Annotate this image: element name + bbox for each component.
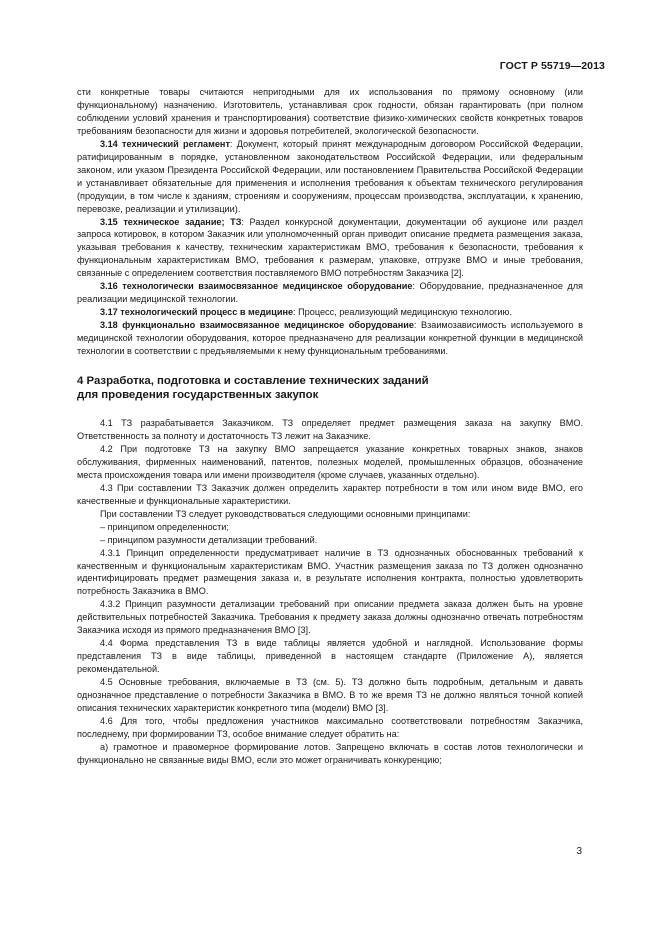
- clause-4-3-2: 4.3.2 Принцип разумности детализации требований при описании предмета заказа должен быть на уровне действительных потребностей Заказчика. Требования к предмету заказа должны однозначно отвечать потребностям Заказчика исходя из прямого предназначения ВМО [3].: [77, 599, 583, 636]
- list-item: – принципом определенности;: [100, 521, 229, 532]
- section-4-heading: [77, 374, 583, 402]
- standard-designation: ГОСТ Р 55719—2013: [499, 60, 605, 72]
- document-body: [77, 86, 583, 767]
- term-definition: : Взаимозависимость используемого в медицинской технологии оборудования, которое предназначено для реализации конкретной функции в медицинской технологии в соответствии с предъявляемыми к нему функциональным требованиями.: [77, 320, 583, 357]
- clause-4-3-1: 4.3.1 Принцип определенности предусматривает наличие в ТЗ однозначных обоснованных требований к качественным и функциональным характеристикам ВМО. Участник размещения заказа по ТЗ должен однозначно идентифицировать предмет размещения заказа и, в результате исполнения контракта, полностью удовлетворить потребность Заказчика в ВМО.: [77, 547, 583, 597]
- term-definition: : Оборудование, предназначенное для реализации медицинской технологии.: [77, 281, 583, 305]
- term-title: 3.17 технологический процесс в медицине: [100, 307, 294, 318]
- clause-4-1: 4.1 ТЗ разрабатывается Заказчиком. ТЗ определяет предмет размещения заказа на закупку ВМО. Ответственность за полноту и достаточность ТЗ лежит на Заказчике.: [77, 418, 583, 441]
- clause-4-2: 4.2 При подготовке ТЗ на закупку ВМО запрещается указание конкретных товарных знаков, знаков обслуживания, фирменных наименований, патентов, полезных моделей, промышленных образцов, обозначение места происхождения товара или имени производителя (кроме случаев, указанных отдельно).: [77, 443, 583, 480]
- clause-4-6: 4.6 Для того, чтобы предложения участников максимально соответствовали потребностям Заказчика, последнему, при формировании ТЗ, особое внимание следует обратить на:: [77, 715, 583, 739]
- term-definition: : Документ, который принят международным договором Российской Федерации, ратифицированным в порядке, установленном законодательством Российской Федерации, или федеральным законом, или указом Президента Российской Федерации, или постановлением Правительства Российской Федерации и устанавливает обязательные для применения и исполнения требования к объектам технического регулирования (продукции, в том числе к зданиям, строениям и сооружениям, процессам производства, эксплуатации, к хранению, перевозке, реализации и утилизации).: [77, 138, 583, 214]
- term-definition: : Раздел конкурсной документации, документации об аукционе или раздел запроса котировок, в котором Заказчик или уполномоченный орган приводит описание предмета размещения заказа, указывая требования к качеству, техническим характеристикам ВМО, требования к безопасности, требования к функциональным характеристикам ВМО, требования к размерам, упаковке, отгрузке ВМО и иные требования, связанные с определением соответствия поставляемого ВМО потребностям Заказчика [2].: [77, 216, 584, 279]
- clause-4-5: 4.5 Основные требования, включаемые в ТЗ (см. 5). ТЗ должно быть подробным, детальным и давать однозначное представление о потребности Заказчика в ВМО. В то же время ТЗ не должно являться точной копией описания технических характеристик конкретного типа (модели) ВМО [3].: [77, 677, 583, 713]
- clause-4-6-a: а) грамотное и правомерное формирование лотов. Запрещено включать в состав лотов технологически и функционально не связанные виды ВМО, если это может ограничивать конкуренцию;: [77, 741, 583, 765]
- term-definition: : Процесс, реализующий медицинскую технологию.: [293, 307, 512, 318]
- term-title: 3.18 функционально взаимосвязанное медицинское оборудование: [100, 320, 414, 331]
- term-3-17: [77, 306, 583, 319]
- clause-4-3: 4.3 При составлении ТЗ Заказчик должен определить характер потребности в том или ином виде ВМО, его качественные и функциональные характеристики.: [77, 482, 583, 506]
- principles-intro: При составлении ТЗ следует руководствоваться следующими основными принципами:: [100, 508, 471, 519]
- term-3-16: [77, 280, 583, 306]
- page-number: 3: [576, 846, 582, 857]
- continuation-paragraph: сти конкретные товары считаются непригодными для их использования по прямому основному (или функциональному) назначению. Изготовитель, устанавливая срок годности, обязан гарантировать (при полном соблюдении условий хранения и транспортирования) соответствие физико-химических свойств конкретных товаров требованиям безопасности для жизни и здоровья потребителей, экологической безопасности.: [77, 87, 583, 136]
- term-3-18: [77, 319, 583, 358]
- clause-4-4: 4.4 Форма представления ТЗ в виде таблицы является удобной и наглядной. Использование формы представления ТЗ в виде таблицы, приведенной в настоящем стандарте (Приложение А), является рекомендательной.: [77, 638, 583, 675]
- term-title: 3.15 техническое задание; ТЗ: [100, 216, 242, 227]
- term-title: 3.16 технологически взаимосвязанное медицинское оборудование: [100, 281, 413, 292]
- term-3-15: [77, 216, 583, 281]
- list-item: – принципом разумности детализации требований.: [100, 534, 318, 545]
- section-heading-line-2: для проведения государственных закупок: [77, 389, 319, 402]
- term-title: 3.14 технический регламент: [100, 138, 230, 149]
- section-heading-line-1: 4 Разработка, подготовка и составление технических заданий: [77, 375, 429, 388]
- term-3-14: [77, 138, 583, 216]
